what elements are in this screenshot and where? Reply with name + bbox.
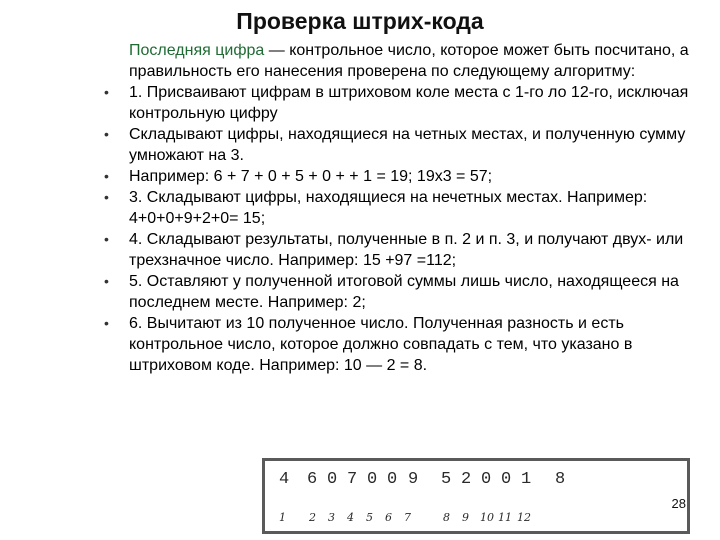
barcode-digit: 0 [367,470,378,489]
step-item: • 6. Вычитают из 10 полученное число. Полученная разность и есть контрольное число, которое должно совпадать с тем, что указано в штриховом коде. Например: 10 — 2 = 8. [129,313,689,376]
barcode-position-number: 5 [366,511,373,524]
barcode-position-number: 7 [404,511,411,524]
intro-paragraph [129,40,689,82]
intro-highlight: Последняя цифра [129,42,265,59]
barcode-position-number: 1 [279,511,286,524]
barcode-digit: 7 [347,470,358,489]
barcode-digit: 4 [279,470,290,489]
intro-text: — контрольное число, которое может быть посчитано, а правильность его нанесения проверена по следующему алгоритму: [129,42,689,80]
barcode-position-number: 4 [347,511,354,524]
barcode-position-number: 10 [480,511,494,524]
barcode-position-number: 8 [443,511,450,524]
page-number: 28 [671,496,686,511]
barcode-digit: 0 [327,470,338,489]
step-item: • 5. Оставляют у полученной итоговой суммы лишь число, находящееся на последнем месте. Например: 2; [129,271,689,313]
barcode-digit: 0 [387,470,398,489]
step-item: • Складывают цифры, находящиеся на четных местах, и полученную сумму умножают на 3. [129,124,689,166]
step-item: • Например: 6 + 7 + 0 + 5 + 0 + + 1 = 19; 19х3 = 57; [129,166,689,187]
barcode-digit: 9 [408,470,419,489]
barcode-digits-svg [265,461,693,537]
barcode-position-number: 11 [498,511,512,524]
barcode-digit: 2 [461,470,472,489]
barcode-digit: 0 [481,470,492,489]
barcode-digit: 1 [521,470,532,489]
step-item: • 3. Складывают цифры, находящиеся на нечетных местах. Например: 4+0+0+9+2+0= 15; [129,187,689,229]
barcode-digit: 5 [441,470,452,489]
barcode-digit: 0 [501,470,512,489]
barcode-position-number: 6 [385,511,392,524]
step-item: • 4. Складывают результаты, полученные в п. 2 и п. 3, и получают двух- или трехзначное число. Например: 15 +97 =112; [129,229,689,271]
step-item: • 1. Присваивают цифрам в штриховом коле места с 1-го ло 12-го, исключая контрольную цифру [129,82,689,124]
algorithm-steps-list [129,82,689,376]
barcode-position-number: 2 [309,511,316,524]
barcode-digits-figure [262,458,690,534]
barcode-position-number: 12 [517,511,531,524]
barcode-digit: 6 [307,470,318,489]
barcode-position-number: 3 [328,511,335,524]
barcode-digit: 8 [555,470,566,489]
barcode-position-number: 9 [462,511,469,524]
slide-title: Проверка штрих-кода [236,8,484,34]
slide-content [129,40,689,376]
